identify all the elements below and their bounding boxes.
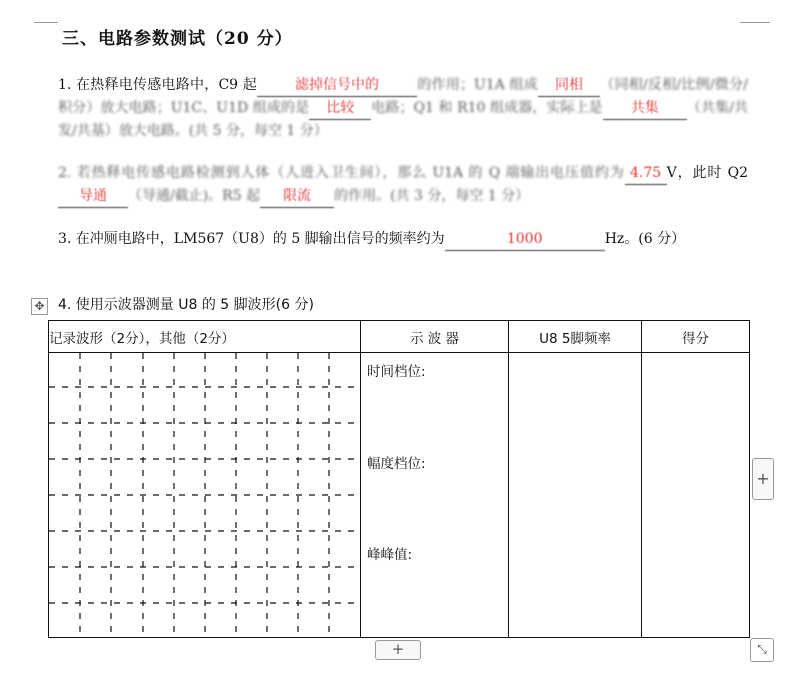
q1-text-1: 1. 在热释电传感电路中，C9 起 [58,77,258,93]
waveform-grid-cell[interactable] [49,353,361,638]
q3-answer-1[interactable]: 1000 [445,228,605,251]
q1-text-5: （共集/共发/共基）放大电路。(共 5 分，每空 1 分） [58,100,749,139]
measurement-table [48,320,750,638]
time-division-label: 时间档位: [367,364,426,380]
q2-text-2: V，此时 Q2 [666,165,748,181]
amplitude-division-label: 幅度档位: [367,456,426,472]
header-oscilloscope: 示 波 器 [361,321,509,353]
q1-text-3: （同相/反相/比例/微分/积分）放大电路；U1C、U1D 组成的是 [58,77,748,116]
table-resize-handle[interactable]: ⤡ [750,638,774,662]
oscilloscope-settings-cell[interactable] [361,353,509,638]
add-row-button[interactable]: + [375,640,421,660]
question-4-title: 4. 使用示波器测量 U8 的 5 脚波形(6 分) [58,297,314,313]
q2-answer-2[interactable]: 导通 [58,185,128,208]
q1-answer-3[interactable]: 比较 [309,97,371,120]
q2-text-1: 2. 若热释电传感电路检测到人体（人进入卫生间），那么 U1A 的 Q 端输出电压值约为 [58,165,625,181]
margin-marker-right [740,22,770,23]
table-move-handle[interactable]: ✥ [31,298,48,315]
question-1 [58,74,748,142]
add-column-button[interactable]: + [752,458,774,500]
q1-answer-1[interactable]: 滤掉信号中的 [257,74,417,97]
q2-text-4: 的作用。(共 3 分，每空 1 分） [334,188,530,204]
margin-marker-left [34,22,58,23]
header-frequency: U8 5脚频率 [509,321,642,353]
header-waveform: 记录波形（2分），其他（2分） [49,321,361,353]
peak-to-peak-label: 峰峰值: [367,547,413,563]
q1-text-2: 的作用；U1A 组成 [417,77,538,93]
score-cell[interactable] [642,353,750,638]
q1-answer-4[interactable]: 共集 [603,97,687,120]
section-heading: 三、电路参数测试（20 分） [62,29,293,49]
q2-text-3: （导通/截止)。R5 起 [128,188,261,204]
q2-answer-1[interactable]: 4.75 [625,162,667,185]
waveform-dashed-grid [49,353,360,637]
frequency-cell[interactable] [509,353,642,638]
q1-text-4: 电路；Q1 和 R10 组成器，实际上是 [371,100,603,116]
q2-answer-3[interactable]: 限流 [260,185,334,208]
q3-text-2: Hz。(6 分） [604,231,686,247]
q1-answer-2[interactable]: 同相 [538,74,600,97]
q3-text-1: 3. 在冲厕电路中，LM567（U8）的 5 脚输出信号的频率约为 [58,231,445,247]
question-3 [58,228,748,251]
header-score: 得分 [642,321,750,353]
table-body-row [49,353,750,638]
table-header-row [49,321,750,353]
question-2 [58,162,748,208]
